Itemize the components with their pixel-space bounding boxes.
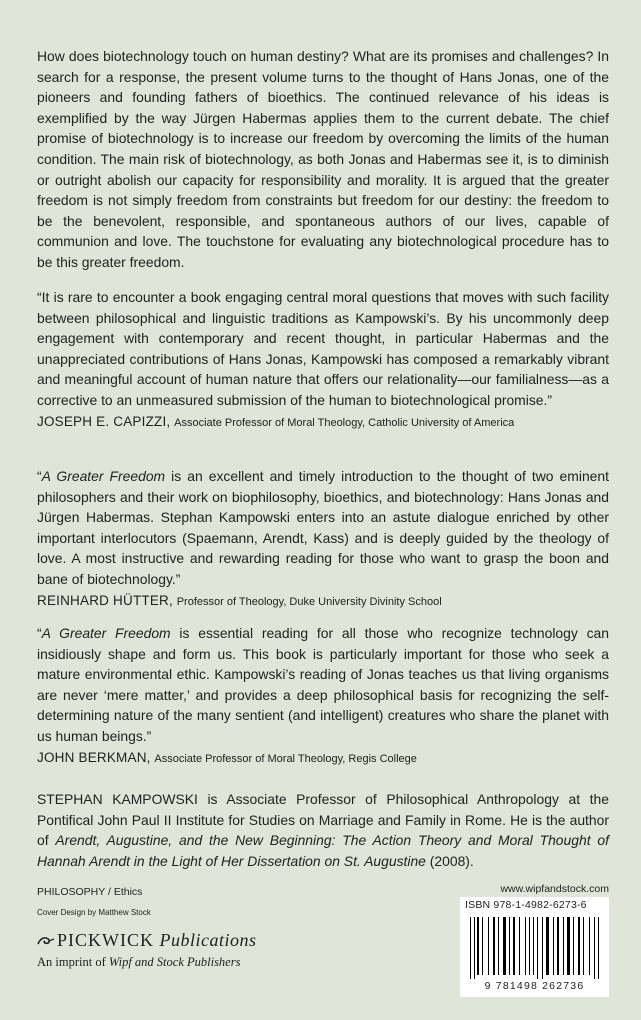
author-bio-text: STEPHAN KAMPOWSKI is Associate Professor of Philosophical Anthropology at the Pontifical John Paul II Institute for Studies on Marriage and Family in Rome. He is the author of xyxy=(37,791,609,849)
barcode-bar xyxy=(493,917,495,975)
barcode-bar xyxy=(567,917,570,975)
subject-category: PHILOSOPHY / Ethics xyxy=(37,886,143,898)
endorser-title: Professor of Theology, Duke University Divinity School xyxy=(176,595,442,608)
imprint-prefix: An imprint of xyxy=(37,955,109,969)
endorser-name: REINHARD HÜTTER, xyxy=(37,592,173,608)
barcode-bar xyxy=(503,917,506,975)
endorsement-capizzi xyxy=(37,287,609,432)
endorser-title: Associate Professor of Moral Theology, Catholic University of America xyxy=(174,416,515,429)
publisher-name: PICKWICK xyxy=(57,930,154,950)
barcode-bar xyxy=(488,917,489,975)
publisher-logo xyxy=(37,930,257,951)
endorser-title: Associate Professor of Moral Theology, Regis College xyxy=(154,752,417,765)
barcode-bar xyxy=(583,917,584,975)
barcode-number: 9 781498 262736 xyxy=(484,980,585,992)
endorsement-hutter xyxy=(37,466,609,611)
barcode-bar xyxy=(598,917,599,979)
barcode-bar xyxy=(546,917,549,975)
barcode-bar xyxy=(482,917,483,975)
barcode-bar xyxy=(533,917,534,975)
publisher-imprint xyxy=(37,955,240,970)
endorsement-body: is essential reading for all those who recognize technology can insidiously shape and form us. This book is particularly important for those who seek a mature environmental ethic. Kampowski’s reading of Jonas teaches us that living organisms are never ‘mere matter,’ and provides a deep philosophical basis for recognizing the self-determining nature of the many sentient (and intelligent) creatures who share the planet with us human beings.” xyxy=(37,625,609,744)
barcode-bar xyxy=(542,917,543,979)
barcode-bar xyxy=(537,917,538,979)
imprint-name: Wipf and Stock Publishers xyxy=(108,955,241,969)
endorsement-text xyxy=(37,623,609,747)
author-prior-year: (2008). xyxy=(425,852,474,869)
endorsement-text xyxy=(37,466,609,590)
barcode-bar xyxy=(557,917,559,975)
barcode-bar xyxy=(525,917,526,975)
barcode-bar xyxy=(578,917,580,975)
endorsement-attribution xyxy=(37,413,609,432)
open-quote: “ xyxy=(37,625,42,641)
barcode-bar xyxy=(573,917,574,975)
book-description: How does biotechnology touch on human destiny? What are its promises and challenges? In search for a response, the present volume turns to the thought of Hans Jonas, one of the pioneers and founding fathers of bioethics. The continued relevance of his ideas is exemplified by the way Jürgen Habermas applies them to the current debate. The chief promise of biotechnology is to increase our freedom by overcoming the limits of the human condition. The main risk of biotechnology, as both Jonas and Habermas see it, is to diminish or outright abolish our capacity for responsibility and morality. It is argued that the greater freedom is not simply freedom from constraints but freedom for our destiny: the freedom to be the benevolent, responsible, and spontaneous authors of our lives, capable of communion and love. The touchstone for evaluating any biotechnological procedure has to be this greater freedom. xyxy=(37,48,609,270)
pickwick-mark-icon xyxy=(37,935,55,947)
endorser-name: JOSEPH E. CAPIZZI, xyxy=(37,413,171,429)
barcode-icon xyxy=(468,917,601,979)
isbn-label: ISBN 978-1-4982-6273-6 xyxy=(465,899,587,911)
cover-design-credit: Cover Design by Matthew Stock xyxy=(37,908,151,917)
barcode-bar xyxy=(594,917,595,979)
barcode-bar xyxy=(563,917,564,975)
barcode-bar xyxy=(529,917,530,975)
barcode-bar xyxy=(553,917,554,975)
author-prior-book: Arendt, Augustine, and the New Beginning: The Action Theory and Moral Thought of Hannah Arendt in the Light of Her Dissertation on St. Augustine xyxy=(37,832,609,869)
barcode-box xyxy=(460,897,609,997)
endorsement-text: “It is rare to encounter a book engaging central moral questions that moves with such facility between philosophical and linguistic traditions as Kampowski’s. By his uncommonly deep engagement with contemporary and recent thought, in particular Habermas and the unappreciated contributions of Hans Jonas, Kampowski has composed a remarkably vibrant and meaningful account of human nature that offers our relationality—our familialness—as a corrective to an unmeasured submission of the human to biotechnological promise.” xyxy=(37,289,609,408)
endorsement-body: is an excellent and timely introduction to the thought of two eminent philosophers and their work on biophilosophy, bioethics, and biotechnology: Hans Jonas and Jürgen Habermas. Stephan Kampowski enters into an astute dialogue enriched by other important interlocutors (Spaemann, Arendt, Kass) and is deeply guided by the theology of love. A most instructive and rewarding reading for those who want to grasp the boon and bane of biotechnology.” xyxy=(37,468,609,587)
publisher-name-italic: Publications xyxy=(159,930,257,950)
publisher-website: www.wipfandstock.com xyxy=(500,883,609,895)
barcode-bar xyxy=(513,917,515,975)
endorsement-attribution xyxy=(37,749,609,768)
barcode-bar xyxy=(474,917,475,979)
endorsement-attribution xyxy=(37,592,609,611)
book-title: A Greater Freedom xyxy=(41,625,171,641)
endorsement-berkman xyxy=(37,623,609,768)
book-title: A Greater Freedom xyxy=(41,468,166,484)
barcode-bar xyxy=(498,917,499,975)
barcode-bar xyxy=(519,917,520,975)
endorser-name: JOHN BERKMAN, xyxy=(37,749,151,765)
barcode-bar xyxy=(477,917,479,975)
open-quote: “ xyxy=(37,468,42,484)
barcode-bar xyxy=(509,917,510,975)
barcode-bar xyxy=(589,917,590,975)
barcode-bar xyxy=(470,917,471,979)
author-bio xyxy=(37,789,609,871)
